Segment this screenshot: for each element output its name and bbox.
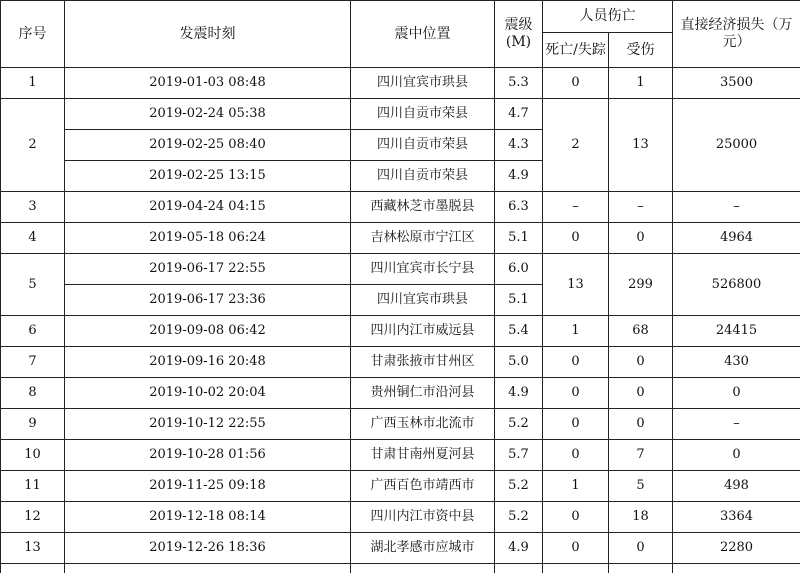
table-row [1,192,800,223]
cell-location: 四川自贡市荣县 [351,130,495,161]
cell-time: 2019-11-25 09:18 [65,471,351,502]
table-row [1,471,800,502]
cell-location: 四川宜宾市珙县 [351,68,495,99]
cell-location: 甘肃张掖市甘州区 [351,347,495,378]
cell-time: 2019-02-25 13:15 [65,161,351,192]
table-row [1,99,800,130]
cell-loss: 498 [673,471,800,502]
cell-index: 7 [1,347,65,378]
cell-loss: 24415 [673,316,800,347]
cell-dead-missing: 1 [543,316,609,347]
cell-location: 四川自贡市荣县 [351,161,495,192]
cell-magnitude: 5.2 [495,502,543,533]
header-time: 发震时刻 [65,1,351,68]
empty-cell [609,564,673,574]
cell-loss: 4964 [673,223,800,254]
cell-magnitude: 5.4 [495,316,543,347]
cell-magnitude: 6.0 [495,254,543,285]
cell-time: 2019-02-24 05:38 [65,99,351,130]
cell-index: 12 [1,502,65,533]
empty-cell [1,564,65,574]
cell-loss: 430 [673,347,800,378]
cell-location: 甘肃甘南州夏河县 [351,440,495,471]
cell-magnitude: 5.1 [495,285,543,316]
cell-time: 2019-10-28 01:56 [65,440,351,471]
cell-loss: – [673,192,800,223]
header-loss: 直接经济损失（万元） [673,1,800,68]
cell-dead-missing: 0 [543,409,609,440]
cell-index: 10 [1,440,65,471]
empty-cell [543,564,609,574]
cell-index: 3 [1,192,65,223]
cell-location: 吉林松原市宁江区 [351,223,495,254]
cell-time: 2019-06-17 22:55 [65,254,351,285]
cell-loss: 2280 [673,533,800,564]
cell-time: 2019-12-18 08:14 [65,502,351,533]
table-row [1,316,800,347]
cell-injured: 18 [609,502,673,533]
table-row [1,502,800,533]
cell-magnitude: 4.9 [495,161,543,192]
cell-dead-missing: 0 [543,502,609,533]
cell-index: 8 [1,378,65,409]
table-row [1,347,800,378]
cell-magnitude: 4.7 [495,99,543,130]
cell-injured: 0 [609,347,673,378]
cell-magnitude: 5.3 [495,68,543,99]
cell-index: 1 [1,68,65,99]
cell-location: 四川自贡市荣县 [351,99,495,130]
cell-index: 11 [1,471,65,502]
cell-dead-missing: 0 [543,347,609,378]
cell-loss: 3500 [673,68,800,99]
table-row [1,254,800,285]
cell-injured: 1 [609,68,673,99]
cell-injured: 0 [609,378,673,409]
table-row [1,68,800,99]
cell-magnitude: 4.3 [495,130,543,161]
cell-location: 四川宜宾市珙县 [351,285,495,316]
header-dead-missing: 死亡/失踪 [543,33,609,68]
cell-dead-missing: 13 [543,254,609,316]
cell-injured: 0 [609,533,673,564]
header-casualties: 人员伤亡 [543,1,673,33]
cell-injured: 0 [609,223,673,254]
cell-dead-missing: – [543,192,609,223]
header-index: 序号 [1,1,65,68]
empty-cell [495,564,543,574]
cell-loss: 526800 [673,254,800,316]
cell-time: 2019-02-25 08:40 [65,130,351,161]
cell-injured: 7 [609,440,673,471]
cell-magnitude: 6.3 [495,192,543,223]
cell-index: 13 [1,533,65,564]
table-body [1,68,800,574]
cell-injured: 68 [609,316,673,347]
cell-location: 广西玉林市北流市 [351,409,495,440]
cell-time: 2019-10-12 22:55 [65,409,351,440]
cell-dead-missing: 0 [543,533,609,564]
cell-loss: – [673,409,800,440]
empty-cell [673,564,800,574]
cell-injured: 299 [609,254,673,316]
cell-index: 9 [1,409,65,440]
table-row [1,223,800,254]
cell-dead-missing: 0 [543,223,609,254]
cell-time: 2019-06-17 23:36 [65,285,351,316]
cell-location: 四川内江市资中县 [351,502,495,533]
empty-cell [65,564,351,574]
cell-location: 湖北孝感市应城市 [351,533,495,564]
cell-magnitude: 5.1 [495,223,543,254]
cell-injured: 0 [609,409,673,440]
cell-time: 2019-09-16 20:48 [65,347,351,378]
header-injured: 受伤 [609,33,673,68]
cell-index: 6 [1,316,65,347]
cell-loss: 25000 [673,99,800,192]
empty-cell [351,564,495,574]
cell-dead-missing: 1 [543,471,609,502]
cell-loss: 0 [673,378,800,409]
cell-injured: – [609,192,673,223]
cell-time: 2019-04-24 04:15 [65,192,351,223]
table-row [1,378,800,409]
table-row-partial [1,564,800,574]
cell-location: 西藏林芝市墨脱县 [351,192,495,223]
cell-index: 5 [1,254,65,316]
cell-location: 四川宜宾市长宁县 [351,254,495,285]
cell-magnitude: 5.2 [495,471,543,502]
cell-injured: 13 [609,99,673,192]
cell-index: 4 [1,223,65,254]
cell-time: 2019-09-08 06:42 [65,316,351,347]
cell-dead-missing: 0 [543,440,609,471]
cell-injured: 5 [609,471,673,502]
header-location: 震中位置 [351,1,495,68]
cell-location: 贵州铜仁市沿河县 [351,378,495,409]
table-row [1,409,800,440]
cell-time: 2019-05-18 06:24 [65,223,351,254]
cell-dead-missing: 2 [543,99,609,192]
cell-magnitude: 4.9 [495,533,543,564]
cell-magnitude: 5.7 [495,440,543,471]
table-row [1,440,800,471]
cell-dead-missing: 0 [543,378,609,409]
cell-loss: 3364 [673,502,800,533]
cell-magnitude: 4.9 [495,378,543,409]
cell-magnitude: 5.2 [495,409,543,440]
cell-time: 2019-12-26 18:36 [65,533,351,564]
cell-magnitude: 5.0 [495,347,543,378]
cell-time: 2019-10-02 20:04 [65,378,351,409]
cell-time: 2019-01-03 08:48 [65,68,351,99]
table-row [1,533,800,564]
header-magnitude: 震级(M) [495,1,543,68]
cell-loss: 0 [673,440,800,471]
cell-dead-missing: 0 [543,68,609,99]
table-header [1,1,800,68]
cell-index: 2 [1,99,65,192]
cell-location: 四川内江市威远县 [351,316,495,347]
cell-location: 广西百色市靖西市 [351,471,495,502]
